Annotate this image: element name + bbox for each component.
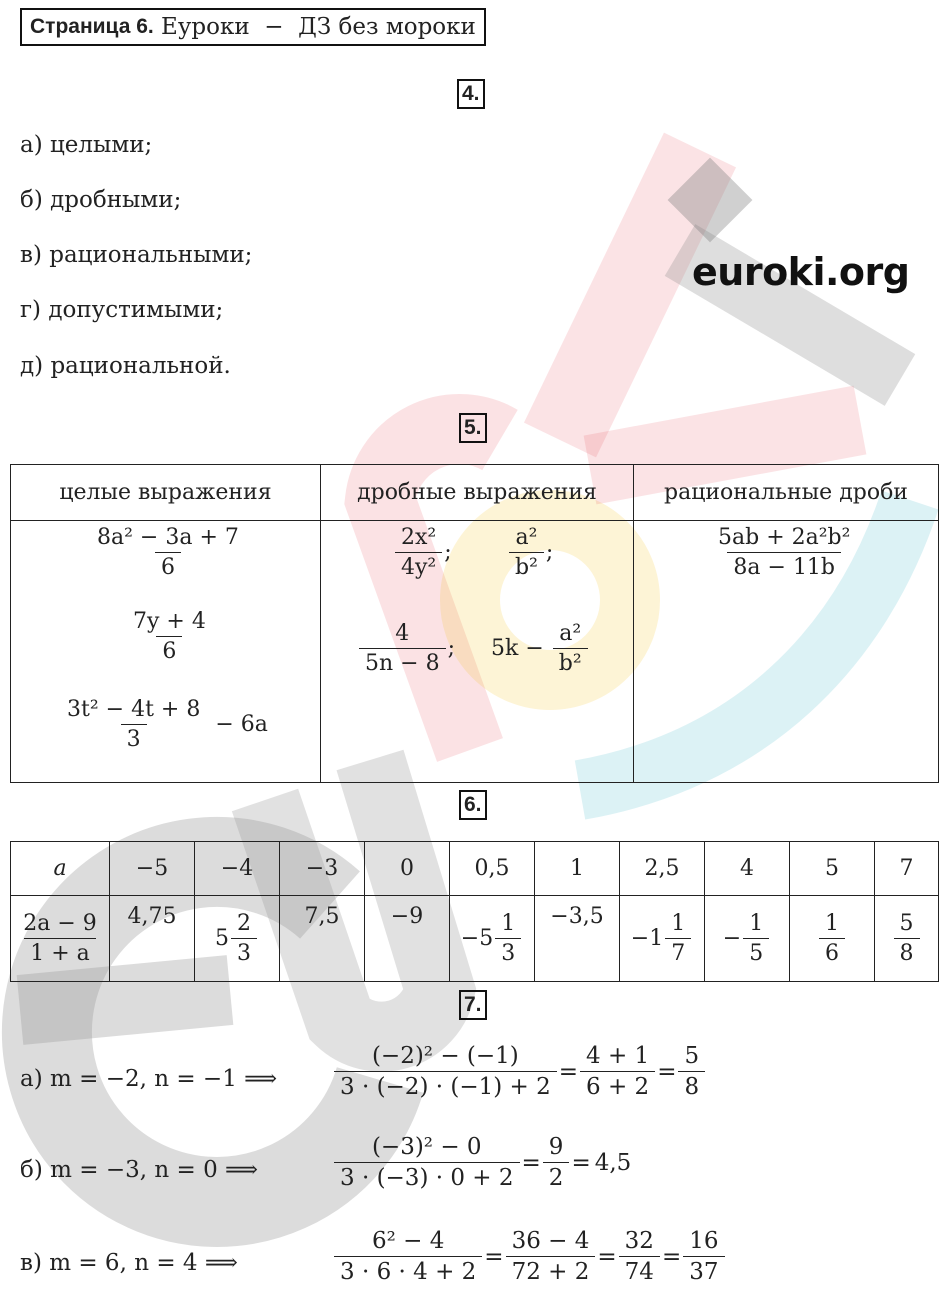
a-value: 0 — [365, 842, 450, 896]
numerator: 4 + 1 — [586, 1043, 650, 1069]
task4-item-d: г) допустимыми; — [20, 297, 224, 323]
task6-row-a — [11, 842, 939, 896]
rational-expr-1: $\frac{\text{5ab + 2a²b²}}{8a - 11b}$ — [718, 525, 851, 581]
denominator: 3 · (−3) · 0 + 2 — [334, 1162, 520, 1191]
task7-a-solution — [332, 1043, 707, 1101]
result-value: 4,5 — [594, 1149, 632, 1176]
equals-sign: = — [657, 1058, 677, 1085]
task5-whole-cell — [11, 521, 321, 783]
whole-part: −1 — [630, 926, 664, 951]
denominator: 3 — [231, 938, 257, 966]
equals-sign: = — [571, 1149, 591, 1176]
a-value: −5 — [110, 842, 195, 896]
task5-header-fractional: дробные выражения — [321, 465, 634, 521]
denominator: 8 — [894, 938, 920, 966]
a-value: 2,5 — [620, 842, 705, 896]
denominator: 74 — [619, 1256, 660, 1285]
separator: ; — [545, 540, 554, 566]
numerator: 1 — [749, 910, 764, 936]
numerator: 6² − 4 — [371, 1228, 445, 1254]
fractional-expr-4: $\frac{\text{a²}}{\text{b²}}$ — [553, 621, 588, 677]
a-value: −3 — [280, 842, 365, 896]
result-value — [875, 896, 939, 982]
fractional-expr-1: $\frac{\text{2x²}}{\text{4y²}}$ — [395, 525, 442, 581]
denominator: 6 — [819, 938, 845, 966]
result-value — [620, 896, 705, 982]
whole-expr-3-tail: − 6a — [208, 712, 268, 738]
denominator: 72 + 2 — [506, 1256, 596, 1285]
task4-number: 4. — [457, 79, 485, 109]
whole-expr-1: $\frac{\text{8a² − 3a + 7}}{6}$ — [97, 525, 239, 581]
equals-sign: = — [597, 1243, 617, 1270]
denominator: 3 · 6 · 4 + 2 — [334, 1256, 482, 1285]
task7-number: 7. — [459, 990, 487, 1020]
numerator: 36 − 4 — [511, 1228, 590, 1254]
result-value — [195, 896, 280, 982]
a-value: −4 — [195, 842, 280, 896]
a-value: 4 — [705, 842, 790, 896]
whole-expr-2: $\frac{7y + 4}{6}$ — [133, 609, 206, 665]
denominator: 3 · (−2) · (−1) + 2 — [334, 1071, 557, 1100]
task4-item-e: д) рациональной. — [20, 353, 231, 379]
separator: ; — [444, 540, 452, 566]
fractional-expr-4-lead: 5k − — [491, 636, 551, 662]
whole-expr-3: $\frac{\text{3t² − 4t + 8}}{3}$ — [67, 697, 201, 753]
a-value: 0,5 — [450, 842, 535, 896]
numerator: 1 — [501, 910, 516, 936]
denominator: 5 — [743, 938, 769, 966]
task6-row-result — [11, 896, 939, 982]
denominator: 37 — [683, 1256, 724, 1285]
result-value: 7,5 — [280, 896, 365, 982]
numerator: 1 — [825, 910, 839, 936]
numerator: (−2)² − (−1) — [371, 1043, 519, 1069]
a-value: 5 — [790, 842, 875, 896]
numerator: 5 — [899, 910, 914, 936]
numerator: 16 — [689, 1228, 719, 1254]
equals-sign: = — [521, 1149, 541, 1176]
task7-c-solution — [332, 1228, 727, 1286]
a-value: 7 — [875, 842, 939, 896]
denominator: 2 — [543, 1162, 570, 1191]
expr-numerator: 2a − 9 — [23, 910, 97, 936]
result-value — [450, 896, 535, 982]
a-label: a — [11, 842, 110, 896]
result-value: 4,75 — [110, 896, 195, 982]
task4-item-b: б) дробными; — [20, 187, 182, 213]
task5-table — [10, 464, 939, 783]
task7-a-condition: а) m = −2, n = −1 ⟹ — [20, 1066, 278, 1092]
task5-fractional-cell — [321, 521, 634, 783]
fractional-expr-3: $\frac{4}{5n - 8}$ — [359, 621, 446, 677]
numerator: 5 — [684, 1043, 700, 1069]
denominator: 8 — [678, 1071, 705, 1100]
equals-sign: = — [558, 1058, 579, 1085]
expr-denominator: 1 + a — [24, 938, 96, 966]
task6-number: 6. — [459, 790, 487, 820]
header-page-number: Страница 6. — [30, 15, 154, 38]
numerator: 2 — [237, 910, 251, 936]
expr-label — [11, 896, 110, 982]
page-header — [20, 8, 486, 46]
task7-b-solution — [332, 1134, 631, 1192]
task4-item-a: а) целыми; — [20, 132, 153, 158]
header-title: Еуроки − ДЗ без мороки — [153, 14, 476, 40]
whole-part: −5 — [460, 926, 494, 951]
task4-item-c: в) рациональными; — [20, 242, 253, 268]
task7-c-condition: в) m = 6, n = 4 ⟹ — [20, 1250, 238, 1276]
denominator: 3 — [495, 938, 521, 966]
numerator: (−3)² − 0 — [371, 1134, 482, 1160]
denominator: 6 + 2 — [580, 1071, 655, 1100]
numerator: 9 — [548, 1134, 564, 1160]
task7-b-condition: б) m = −3, n = 0 ⟹ — [20, 1157, 258, 1183]
result-value: −9 — [365, 896, 450, 982]
euroki-logo: euroki.org — [692, 250, 910, 294]
result-value — [790, 896, 875, 982]
numerator: 32 — [624, 1228, 654, 1254]
numerator: 1 — [671, 910, 686, 936]
result-value: −3,5 — [535, 896, 620, 982]
denominator: 7 — [665, 938, 691, 966]
fractional-expr-2: $\frac{\text{a²}}{\text{b²}}$ — [509, 525, 544, 581]
task5-header-whole: целые выражения — [11, 465, 321, 521]
task5-number: 5. — [459, 413, 487, 443]
a-value: 1 — [535, 842, 620, 896]
task5-header-rational: рациональные дроби — [634, 465, 939, 521]
equals-sign: = — [484, 1243, 504, 1270]
task5-rational-cell — [634, 521, 939, 783]
result-value — [705, 896, 790, 982]
sign: − — [722, 926, 742, 951]
whole-part: 5 — [215, 926, 229, 951]
separator: ; — [447, 636, 456, 662]
task6-table — [10, 841, 939, 982]
equals-sign: = — [661, 1243, 682, 1270]
